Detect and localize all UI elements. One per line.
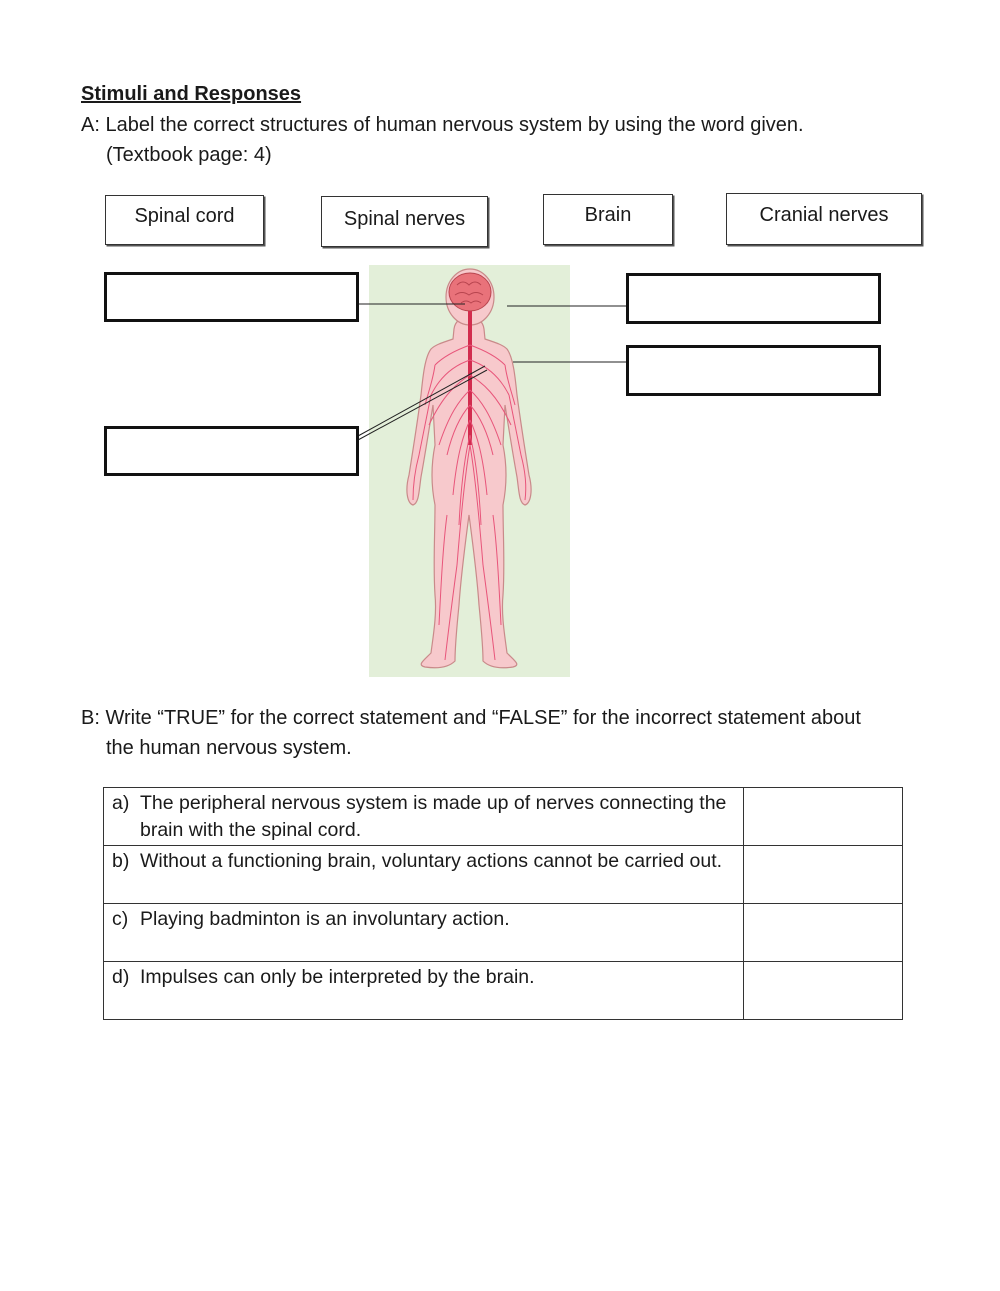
statement-text: Impulses can only be interpreted by the brain. [140, 966, 535, 988]
worksheet-title: Stimuli and Responses [81, 83, 302, 105]
section-b-instruction: B: Write “TRUE” for the correct statement and “FALSE” for the incorrect statement about [81, 707, 861, 729]
word-bank-spinal-cord[interactable]: Spinal cord [105, 195, 264, 245]
leader-line-left-bottom [358, 370, 487, 440]
word-bank-brain[interactable]: Brain [543, 194, 673, 245]
table-row [104, 846, 903, 904]
answer-cell-b[interactable] [744, 846, 903, 904]
statement-letter: c) [112, 908, 129, 930]
section-a-instruction: A: Label the correct structures of human nervous system by using the word given. [81, 114, 804, 136]
label-answer-box-1[interactable] [104, 272, 359, 322]
leader-lines [355, 295, 630, 445]
true-false-table [103, 787, 903, 1020]
answer-cell-a[interactable] [744, 788, 903, 846]
statement-text: The peripheral nervous system is made up of nerves connecting the brain with the spinal cord. [140, 792, 727, 841]
label-answer-box-3[interactable] [626, 273, 881, 324]
table-row [104, 962, 903, 1020]
statement-letter: d) [112, 966, 130, 988]
answer-cell-c[interactable] [744, 904, 903, 962]
statement-letter: a) [112, 792, 130, 814]
section-a-textbook-ref: (Textbook page: 4) [106, 144, 272, 166]
statement-letter: b) [112, 850, 130, 872]
statement-text: Playing badminton is an involuntary action. [140, 908, 510, 930]
table-row [104, 904, 903, 962]
statement-text: Without a functioning brain, voluntary actions cannot be carried out. [140, 850, 723, 872]
label-answer-box-2[interactable] [104, 426, 359, 476]
word-bank-spinal-nerves[interactable]: Spinal nerves [321, 196, 488, 247]
answer-cell-d[interactable] [744, 962, 903, 1020]
word-bank-cranial-nerves[interactable]: Cranial nerves [726, 193, 922, 245]
table-row [104, 788, 903, 846]
section-b-instruction-cont: the human nervous system. [106, 737, 352, 759]
label-answer-box-4[interactable] [626, 345, 881, 396]
leader-line-left-bottom-2 [358, 366, 485, 436]
